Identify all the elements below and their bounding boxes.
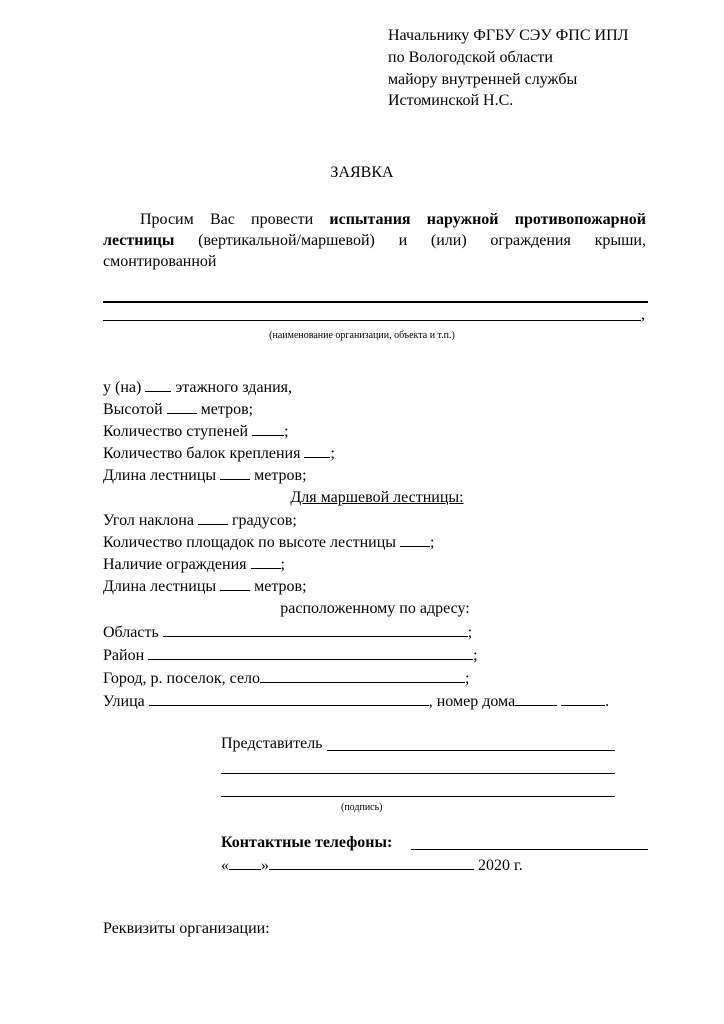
- address-street: Улица , номер дома .: [103, 693, 610, 710]
- address-town: Город, р. поселок, село ;: [103, 670, 470, 687]
- district-field[interactable]: [148, 646, 473, 660]
- org-line-1: [103, 301, 648, 303]
- march-length: Длина лестницы метров;: [103, 578, 307, 595]
- march-length-blank[interactable]: [220, 577, 250, 591]
- address-district: Район ;: [103, 647, 478, 664]
- contacts-label: Контактные телефоны:: [221, 834, 393, 851]
- representative-name-line[interactable]: [327, 750, 615, 751]
- param-height: Высотой метров;: [103, 401, 254, 418]
- steps-blank[interactable]: [252, 422, 284, 436]
- addressee-line-1: Начальнику ФГБУ СЭУ ФПС ИПЛ: [388, 27, 629, 44]
- contacts-field[interactable]: [411, 849, 648, 850]
- house-building-field[interactable]: [561, 692, 605, 706]
- fence-blank[interactable]: [251, 555, 281, 569]
- date-day-field[interactable]: [229, 856, 261, 870]
- region-field[interactable]: [163, 623, 468, 637]
- request-bold-subject: испытания наружной противопожарной лестницы: [103, 211, 646, 249]
- org-line-comma: ,: [641, 306, 645, 323]
- march-angle: Угол наклона градусов;: [103, 512, 297, 529]
- addressee-line-2: по Вологодской области: [388, 49, 553, 66]
- param-length: Длина лестницы метров;: [103, 467, 307, 484]
- representative-line-2[interactable]: [221, 773, 615, 774]
- address-heading: расположенному по адресу:: [280, 600, 470, 617]
- org-caption: (наименование организации, объекта и т.п.): [269, 330, 455, 341]
- house-number-field[interactable]: [515, 692, 557, 706]
- address-region: Область ;: [103, 624, 473, 641]
- beams-blank[interactable]: [304, 444, 330, 458]
- angle-blank[interactable]: [198, 511, 228, 525]
- representative-label: Представитель: [221, 735, 323, 752]
- march-heading: Для маршевой лестницы:: [290, 489, 464, 506]
- date-month-field[interactable]: [269, 856, 474, 870]
- street-field[interactable]: [149, 692, 429, 706]
- date-line: « » 2020 г.: [221, 857, 523, 874]
- param-floors: у (на) этажного здания,: [103, 379, 293, 396]
- org-line-2: [103, 320, 641, 321]
- signature-line[interactable]: [221, 796, 615, 797]
- march-landings: Количество площадок по высоте лестницы ;: [103, 534, 435, 551]
- param-beams: Количество балок крепления ;: [103, 445, 335, 462]
- town-field[interactable]: [260, 669, 465, 683]
- request-rest: (вертикальной/маршевой) и (или) ограждения крыши, смонтированной: [103, 232, 646, 270]
- addressee-line-4: Истоминской Н.С.: [388, 92, 514, 109]
- addressee-line-3: майору внутренней службы: [388, 71, 578, 88]
- length-blank[interactable]: [220, 466, 250, 480]
- signature-caption: (подпись): [341, 802, 383, 813]
- height-blank[interactable]: [167, 400, 197, 414]
- requisites-label: Реквизиты организации:: [103, 920, 270, 937]
- landings-blank[interactable]: [400, 533, 430, 547]
- request-intro: Просим Вас провести: [140, 211, 330, 228]
- document-title: ЗАЯВКА: [330, 164, 394, 181]
- floors-blank[interactable]: [145, 378, 171, 392]
- param-steps: Количество ступеней ;: [103, 423, 289, 440]
- march-fence: Наличие ограждения ;: [103, 556, 285, 573]
- request-paragraph: [103, 209, 646, 272]
